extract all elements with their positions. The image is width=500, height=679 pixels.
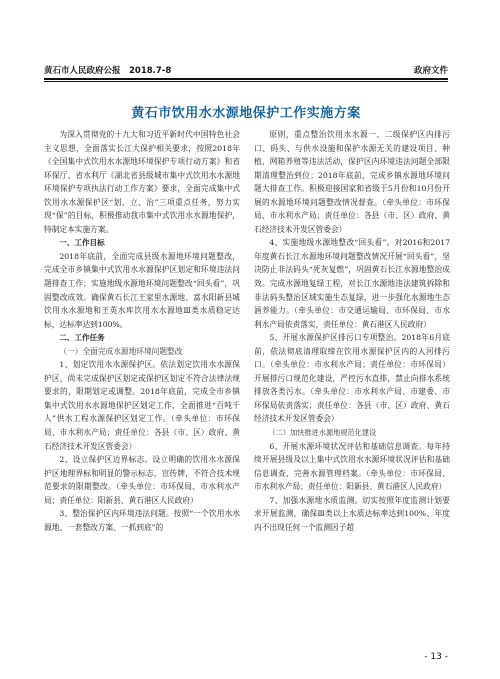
page-number: - 13 - (424, 652, 448, 662)
header-rule-thin (44, 81, 448, 82)
section-label: 政府文件 (413, 66, 448, 76)
paragraph: 2、设立保护区边界标志。设立明确的饮用水水源保护区地理界标和明显的警示标志，宣传牌，不符合技术规范要求的限期整改。（牵头单位：市环保局、市水利水产局；责任单位：阳新县、黄石港区人民政府） (44, 455, 240, 505)
section-heading: （二）加快推进水源地规范化建设 (268, 428, 377, 438)
paragraph: 3、整治保护区内环境违法问题。按照“一个饮用水水源地、一套整改方案、一抓到底”的 (44, 509, 240, 532)
document-title: 黄石市饮用水水源地保护工作实施方案 (131, 106, 361, 121)
left-column (44, 128, 240, 534)
right-column (254, 128, 450, 534)
header-rule-thick (44, 78, 448, 80)
paragraph: 6、开展水源环境状况评估和基础信息调查。每年持续开展县级及以上集中式饮用水水源环境状况评估和基础信息调查，完善水源管理档案。（牵头单位：市环保局、市水利水产局；责任单位：阳新县、黄石港区人民政府） (254, 441, 450, 492)
paragraph: 为深入贯彻党的十九大和习近平新时代中国特色社会主义思想，全面落实长江大保护相关要求，按照2018年《全国集中式饮用水水源地环境保护专项行动方案》和省环保厅、省水利厅《湖北省县级城市集中式饮用水水源地环境保护专项执法行动工作方案》要求，全面完成集中式饮用水水源保护区“划、立、治”三项重点任务，努力实现“保”的目标，积极推动我市集中式饮用水水源地保护，特制定本实施方案。 (44, 130, 240, 234)
paragraph: 7、加强水源地水质监测。切实按照年度监测计划要求开展监测，确保Ⅲ类以上水质达标率达到100%、年度内不出现任何一个监测因子超 (254, 495, 450, 532)
paragraph: 2018年底前，全面完成县级水源地环境问题整改，完成全市乡镇集中式饮用水水源保护区划定和环境违法问题排查工作；实施地级水源地环境问题整改“回头看”，巩固整改成效。确保黄石长江王家里水源地、富水阳新县城饮用水水源地和王英水库饮用水水源地Ⅲ类水质稳定达标，达标率达到100%。 (44, 251, 240, 329)
paragraph: 5、开展水源保护区排污口专项整治。2018年6月底前，依法彻底清理取缔在饮用水源保护区内的入河排污口。（牵头单位：市水利水产局；责任单位：市环保局）开展排污口规范化建设，严控污水直排，禁止向排水系统排放各类污水。（牵头单位：市水利水产局、市建委、市环保局依责落实；责任单位：各县（市、区）政府、黄石经济技术开发区管委会） (254, 333, 450, 424)
publication-name: 黄石市人民政府公报 2018.7-8 (44, 66, 172, 76)
page-header (44, 60, 448, 76)
paragraph: 1、划定饮用水水源保护区。依法划定饮用水水源保护区，尚未完成保护区划定或保护区划定不符合法律法规要求的，限期划定或调整。2018年底前，完成全市乡镇集中式饮用水水源地保护区划定工作，全面推进“百吨千人”供水工程水源保护区划定工作。（牵头单位：市环保局、市水利水产局；责任单位：各县（市、区）政府、黄石经济技术开发区管委会） (44, 360, 240, 451)
paragraph: 4、实施地级水源地整改“回头看”。对2016和2017年度黄石长江水源地环境问题整改情况开展“回头看”，坚决防止非法码头“死灰复燃”，巩固黄石长江水源地整治成效。完成水源地复绿工程，对长江水源地违法建筑拆除和非法码头整治区域实施生态复绿，进一步强化水源地生态涵养能力。（牵头单位：市交通运输局、市环保局、市水利水产局依责落实，责任单位：黄石港区人民政府） (254, 238, 450, 329)
section-heading: （一）全面完成水源地环境问题整改 (59, 346, 183, 356)
section-heading: 二、工作任务 (59, 333, 105, 343)
section-heading: 一、工作目标 (59, 238, 105, 248)
paragraph: 原则，重点整治饮用水水源一、二级保护区内排污口、码头、与供水设施和保护水源无关的建设项目、种植、网箱养殖等违法活动，保护区内环境违法问题全部限期清理整治到位；2018年底前，完成乡镇水源地环境问题大排查工作。积极迎接国家和省级于5月份和10月份开展的水源地环境问题整改情况督查。（牵头单位：市环保局、市水利水产局；责任单位：各县（市、区）政府、黄石经济技术开发区管委会） (254, 130, 450, 234)
